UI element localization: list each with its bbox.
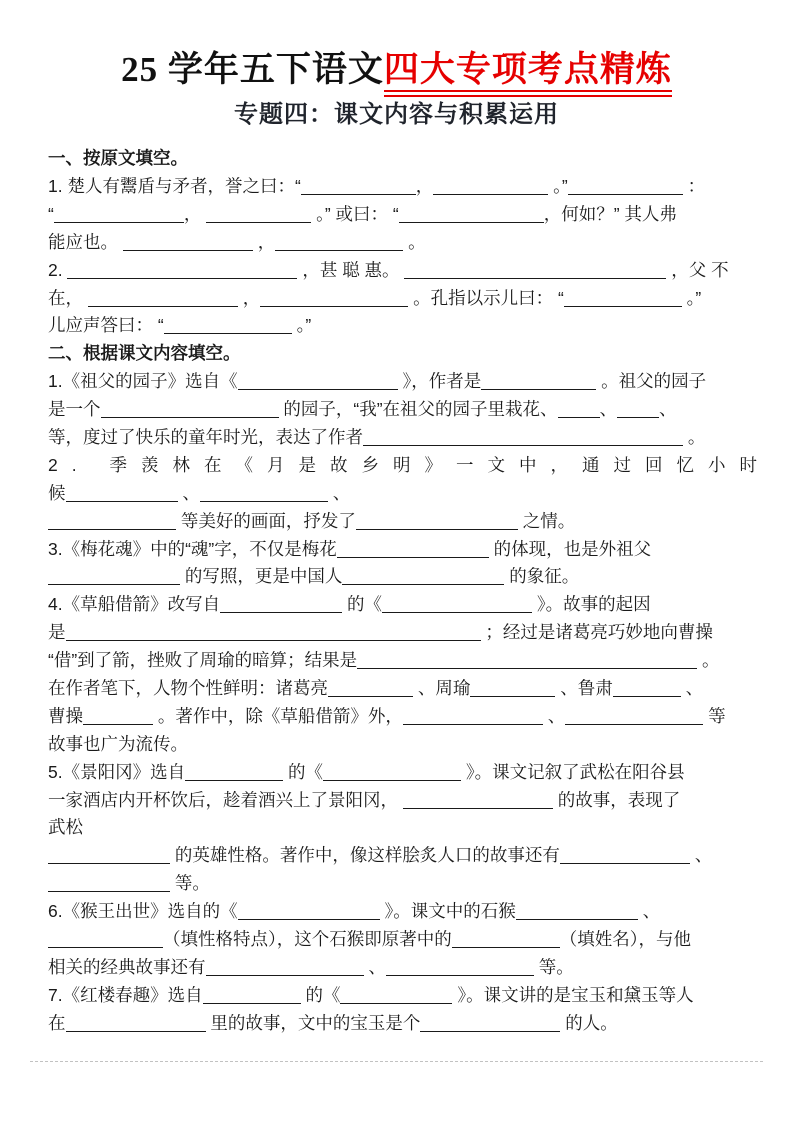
s2-q1-line-1 [48, 368, 745, 396]
text-run: 、 [599, 399, 618, 420]
text-run: 相关的经典故事还有 [48, 956, 206, 977]
blank-underline [48, 848, 170, 864]
blank-underline [565, 709, 703, 725]
blank-underline [66, 1016, 206, 1032]
s2-q4-line-2 [48, 619, 745, 647]
text-run: 曹操 [48, 705, 83, 726]
s2-q4-line-3 [48, 647, 745, 675]
blank-underline [164, 318, 292, 334]
blank-underline [386, 960, 534, 976]
text-run: 等美好的画面，抒发了 [176, 510, 356, 531]
text-run: 5.《景阳冈》选自 [48, 761, 186, 782]
text-run: 里的故事，文中的宝玉是个 [205, 1012, 421, 1033]
s2-q4-line-5 [48, 703, 745, 731]
s2-q1-line-2 [48, 396, 745, 424]
s2-q2-line-1 [48, 452, 771, 480]
text-run: 》。故事的起因 [531, 594, 651, 615]
s1-q2-line-1 [48, 257, 745, 285]
s1-q1-line-3 [48, 229, 745, 257]
text-run: 能应也。 [48, 231, 123, 252]
page-title [0, 50, 793, 90]
text-run: ，父 不 [666, 259, 729, 280]
blank-underline [48, 876, 170, 892]
text-run: 。 [697, 650, 720, 671]
blank-underline [206, 960, 364, 976]
section-2-heading [48, 340, 745, 368]
blank-underline [516, 904, 638, 920]
s1-q1-line-2 [48, 201, 745, 229]
text-run: 一家酒店内开杯饮后，趁着酒兴上了景阳冈， [48, 789, 403, 810]
blank-underline [564, 291, 682, 307]
page-title-black-part: 25 学年五下语文 [121, 50, 384, 89]
text-run: 之情。 [517, 510, 576, 531]
blank-underline [238, 374, 398, 390]
s1-q2-line-3 [48, 312, 745, 340]
blank-underline [337, 542, 489, 558]
text-run: 、 [659, 399, 677, 420]
text-run: 、 [680, 677, 704, 698]
text-run: ， [415, 175, 434, 196]
blank-underline [200, 486, 328, 502]
s2-q6-line-1 [48, 898, 745, 926]
blank-underline [420, 1016, 560, 1032]
text-run: （填性格特点），这个石猴即原著中的 [163, 928, 452, 949]
s2-q4-line-6 [48, 731, 745, 759]
text-run: ， [183, 203, 207, 224]
text-run: 、 [637, 901, 661, 922]
s2-q3-line-1 [48, 536, 745, 564]
s2-q5-line-2 [48, 787, 745, 815]
text-run: 、 [177, 482, 200, 503]
text-run: 2. 季羡林在《月是故乡明》一文中，通过回忆小时 [48, 454, 771, 475]
text-run: 1. 楚人有鬻盾与矛者，誉之曰：“ [48, 175, 301, 196]
text-run: 。” [548, 175, 568, 196]
blank-underline [185, 765, 283, 781]
blank-underline [340, 988, 452, 1004]
text-run: 的《 [300, 984, 341, 1005]
text-run: 的故事，表现了 [552, 789, 681, 810]
text-run: 3.《梅花魂》中的“魂”字，不仅是梅花 [48, 538, 337, 559]
blank-underline [617, 402, 659, 418]
blank-underline [48, 514, 176, 530]
text-run: ： [682, 175, 706, 196]
text-run: 7.《红楼春趣》选自 [48, 984, 203, 1005]
text-run: 的人。 [560, 1012, 618, 1033]
blank-underline [403, 793, 553, 809]
blank-underline [481, 374, 596, 390]
text-run: 等，度过了快乐的童年时光，表达了作者 [48, 426, 363, 447]
blank-underline [433, 179, 548, 195]
text-run: 。著作中，除《草船借箭》外， [153, 705, 403, 726]
text-run: 。祖父的园子 [596, 371, 707, 392]
text-run: 的英雄性格。著作中，像这样脍炙人口的故事还有 [170, 845, 560, 866]
text-run: ；经过是诸葛亮巧妙地向曹操 [480, 622, 713, 643]
blank-underline [206, 207, 311, 223]
s1-q1-line-1 [48, 173, 745, 201]
text-run: ，甚 聪 惠。 [297, 259, 405, 280]
text-run: 》，作者是 [397, 371, 482, 392]
blank-underline [203, 988, 301, 1004]
blank-underline [357, 653, 697, 669]
blank-underline [568, 179, 683, 195]
blank-underline [238, 904, 380, 920]
blank-underline [399, 207, 544, 223]
s2-q5-line-3 [48, 814, 745, 842]
s1-q2-line-2 [48, 285, 745, 313]
text-run: ， [252, 231, 276, 252]
text-run: 是 [48, 622, 66, 643]
text-run: 候 [48, 482, 66, 503]
text-run: 、 [542, 705, 566, 726]
s2-q4-line-4 [48, 675, 745, 703]
text-run: 。孔指以示儿曰： “ [408, 287, 564, 308]
blank-underline [66, 625, 481, 641]
text-run: 儿应声答曰： “ [48, 315, 164, 336]
text-run: 1.《祖父的园子》选自《 [48, 371, 238, 392]
s2-q7-line-1 [48, 982, 745, 1010]
blank-underline [323, 765, 461, 781]
blank-underline [342, 569, 504, 585]
text-run: （填姓名），与他 [559, 928, 691, 949]
s2-q3-line-2 [48, 563, 745, 591]
blank-underline [83, 709, 153, 725]
text-run: 等。 [170, 873, 210, 894]
page-bottom-dashed-line [30, 1061, 763, 1062]
blank-underline [275, 235, 403, 251]
text-run: 、鲁肃 [555, 677, 613, 698]
text-run: “借”到了箭，挫败了周瑜的暗算；结果是 [48, 650, 358, 671]
s2-q1-line-3 [48, 424, 745, 452]
text-run: 。” [291, 315, 312, 336]
text-run: 的《 [283, 761, 323, 782]
text-run: 是一个 [48, 399, 101, 420]
text-run: 、 [363, 956, 386, 977]
blank-underline [403, 709, 543, 725]
blank-underline [220, 597, 342, 613]
s2-q2-line-2 [48, 480, 745, 508]
text-run: 的园子，“我”在祖父的园子里栽花、 [278, 399, 558, 420]
blank-underline [558, 402, 600, 418]
page-subtitle: 专题四：课文内容与积累运用 [234, 101, 559, 129]
text-run: 一、按原文填空。 [48, 148, 188, 169]
text-run: 2. [48, 259, 68, 280]
blank-underline [54, 207, 184, 223]
blank-underline [123, 235, 253, 251]
blank-underline [613, 681, 681, 697]
text-run: 等。 [533, 956, 574, 977]
text-run: 。” 或曰： “ [311, 203, 399, 224]
text-run: 的象征。 [504, 566, 580, 587]
page-title-red-part: 四大专项考点精炼 [384, 50, 672, 97]
blank-underline [470, 681, 555, 697]
text-run: 4.《草船借箭》改写自 [48, 594, 221, 615]
s2-q5-line-5 [48, 870, 745, 898]
text-run: 在， [48, 287, 88, 308]
text-run: 》。课文记叙了武松在阳谷县 [460, 761, 685, 782]
text-run: 》。课文中的石猴 [379, 901, 516, 922]
s2-q2-line-3 [48, 508, 745, 536]
text-run: 、周瑜 [413, 677, 471, 698]
document-body [48, 145, 771, 1038]
text-run: 等 [703, 705, 726, 726]
text-run: 的体现，也是外祖父 [488, 538, 652, 559]
text-run: 6.《猴王出世》选自的《 [48, 901, 238, 922]
blank-underline [382, 597, 532, 613]
blank-underline [66, 486, 178, 502]
blank-underline [48, 932, 163, 948]
text-run: 。 [683, 426, 706, 447]
blank-underline [363, 430, 683, 446]
text-run: 在作者笔下，人物个性鲜明：诸葛亮 [48, 677, 328, 698]
text-run: 的写照，更是中国人 [180, 566, 343, 587]
text-run: 的《 [342, 594, 382, 615]
text-run: ， [237, 287, 261, 308]
blank-underline [67, 263, 297, 279]
blank-underline [260, 291, 408, 307]
text-run: “ [48, 203, 54, 224]
text-run: 》。课文讲的是宝玉和黛玉等人 [452, 984, 694, 1005]
s2-q6-line-2 [48, 926, 745, 954]
blank-underline [356, 514, 518, 530]
blank-underline [101, 402, 279, 418]
blank-underline [301, 179, 416, 195]
s2-q4-line-1 [48, 591, 745, 619]
blank-underline [560, 848, 690, 864]
text-run: ，何如？” 其人弗 [543, 203, 677, 224]
blank-underline [452, 932, 560, 948]
section-1-heading [48, 145, 745, 173]
text-run: 、 [327, 482, 351, 503]
text-run: 。” [681, 287, 702, 308]
text-run: 二、根据课文内容填空。 [48, 343, 241, 364]
blank-underline [88, 291, 238, 307]
text-run: 故事也广为流传。 [48, 733, 188, 754]
blank-underline [404, 263, 666, 279]
blank-underline [48, 569, 180, 585]
s2-q5-line-4 [48, 842, 745, 870]
s2-q5-line-1 [48, 759, 745, 787]
blank-underline [328, 681, 413, 697]
text-run: 。 [403, 231, 426, 252]
text-run: 在 [48, 1012, 66, 1033]
s2-q7-line-2 [48, 1010, 745, 1038]
text-run: 、 [689, 845, 713, 866]
text-run: 武松 [48, 817, 83, 838]
s2-q6-line-3 [48, 954, 745, 982]
